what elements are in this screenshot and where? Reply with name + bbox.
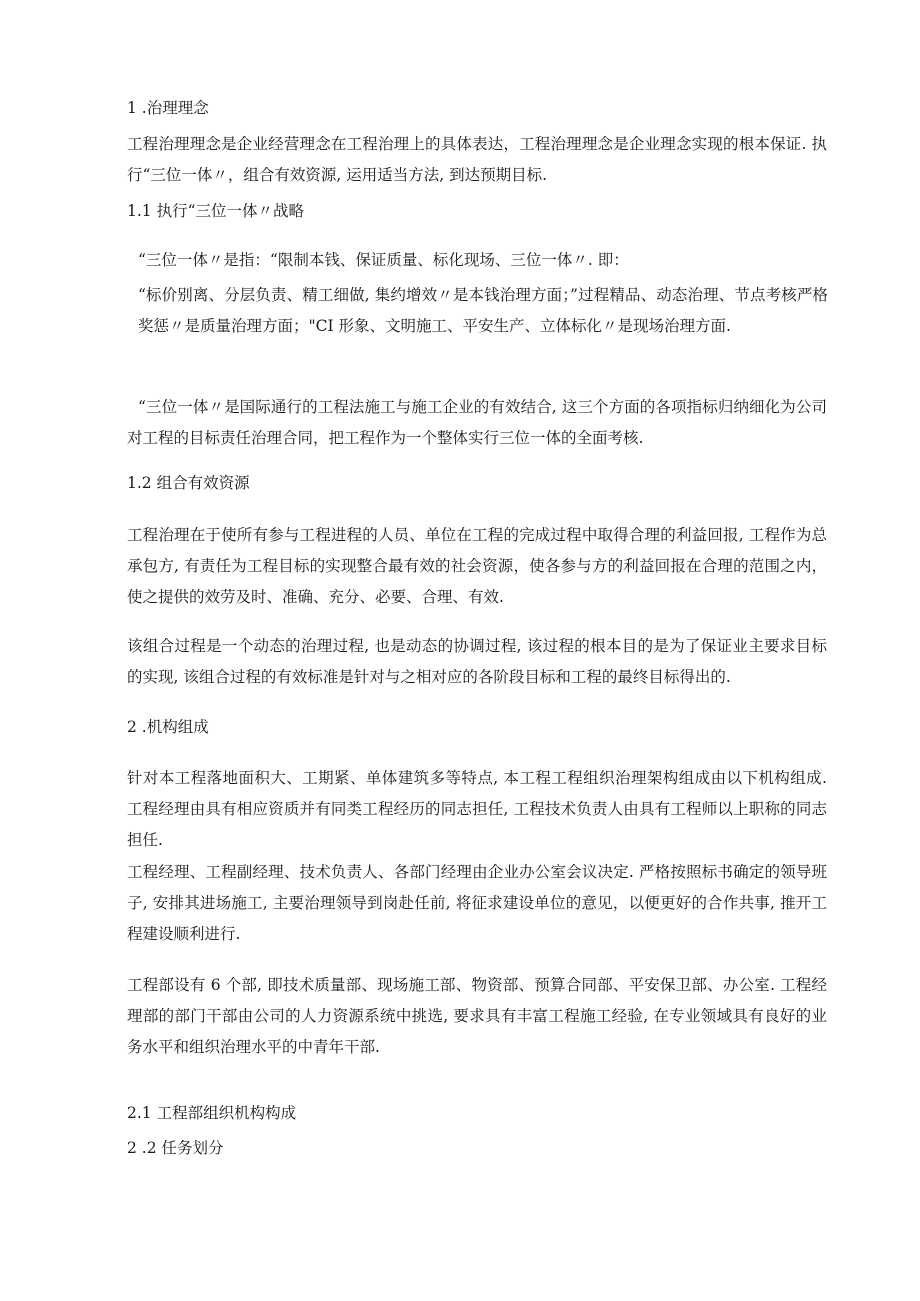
section-1-1-paragraph-1: “三位一体〃是指：“限制本钱、保证质量、标化现场、三位一体〃. 即： [138, 251, 629, 269]
section-1-heading: 1 .治理理念 [127, 99, 209, 117]
section-2-heading: 2 .机构组成 [127, 718, 209, 736]
section-1-1-paragraph-2: “标价别离、分层负责、精工细做, 集约增效〃是本钱治理方面；”过程精品、动态治理、节点考核严格奖惩〃是质量治理方面；"CI 形象、文明施工、平安生产、立体标化〃是现场治理方面. [138, 286, 828, 335]
section-1-2-paragraph-2: 该组合过程是一个动态的治理过程, 也是动态的协调过程, 该过程的根本目的是为了保证业主要求目标的实现, 该组合过程的有效标准是针对与之相对应的各阶段目标和工程的最终目标得出的. [127, 637, 827, 686]
section-2-paragraph-1: 针对本工程落地面积大、工期紧、单体建筑多等特点, 本工程工程组织治理架构组成由以下机构组成. 工程经理由具有相应资质并有同类工程经历的同志担任, 工程技术负责人由具有工程师以上职称的同志担任. [127, 769, 827, 849]
section-2-paragraph-3: 工程部设有 6 个部, 即技术质量部、现场施工部、物资部、预算合同部、平安保卫部、办公室. 工程经理部的部门干部由公司的人力资源系统中挑选, 要求具有丰富工程施工经验, 在专业领域具有良好的业务水平和组织治理水平的中青年干部. [127, 976, 827, 1056]
section-1-1-heading: 1.1 执行“三位一体〃战略 [127, 202, 305, 220]
section-1-2-heading: 1.2 组合有效资源 [127, 474, 250, 492]
section-2-paragraph-2: 工程经理、工程副经理、技术负责人、各部门经理由企业办公室会议决定. 严格按照标书确定的领导班子, 安排其进场施工, 主要治理领导到岗赴任前, 将征求建设单位的意见，以便更好的合作共事, 推开工程建设顺利进行. [127, 863, 827, 943]
section-2-2-heading: 2 .2 任务划分 [127, 1139, 224, 1157]
section-2-1-heading: 2.1 工程部组织机构构成 [127, 1104, 297, 1122]
section-1-paragraph: 工程治理理念是企业经营理念在工程治理上的具体表达，工程治理理念是企业理念实现的根本保证. 执行“三位一体〃，组合有效资源, 运用适当方法, 到达预期目标. [127, 135, 827, 184]
section-1-1-paragraph-3: “三位一体〃是国际通行的工程法施工与施工企业的有效结合, 这三个方面的各项指标归纳细化为公司对工程的目标责任治理合同，把工程作为一个整体实行三位一体的全面考核. [127, 398, 827, 447]
section-1-2-paragraph-1: 工程治理在于使所有参与工程进程的人员、单位在工程的完成过程中取得合理的利益回报, 工程作为总承包方, 有责任为工程目标的实现整合最有效的社会资源，使各参与方的利益回报在合理的范围之内，使之提供的效劳及时、准确、充分、必要、合理、有效. [127, 526, 827, 606]
